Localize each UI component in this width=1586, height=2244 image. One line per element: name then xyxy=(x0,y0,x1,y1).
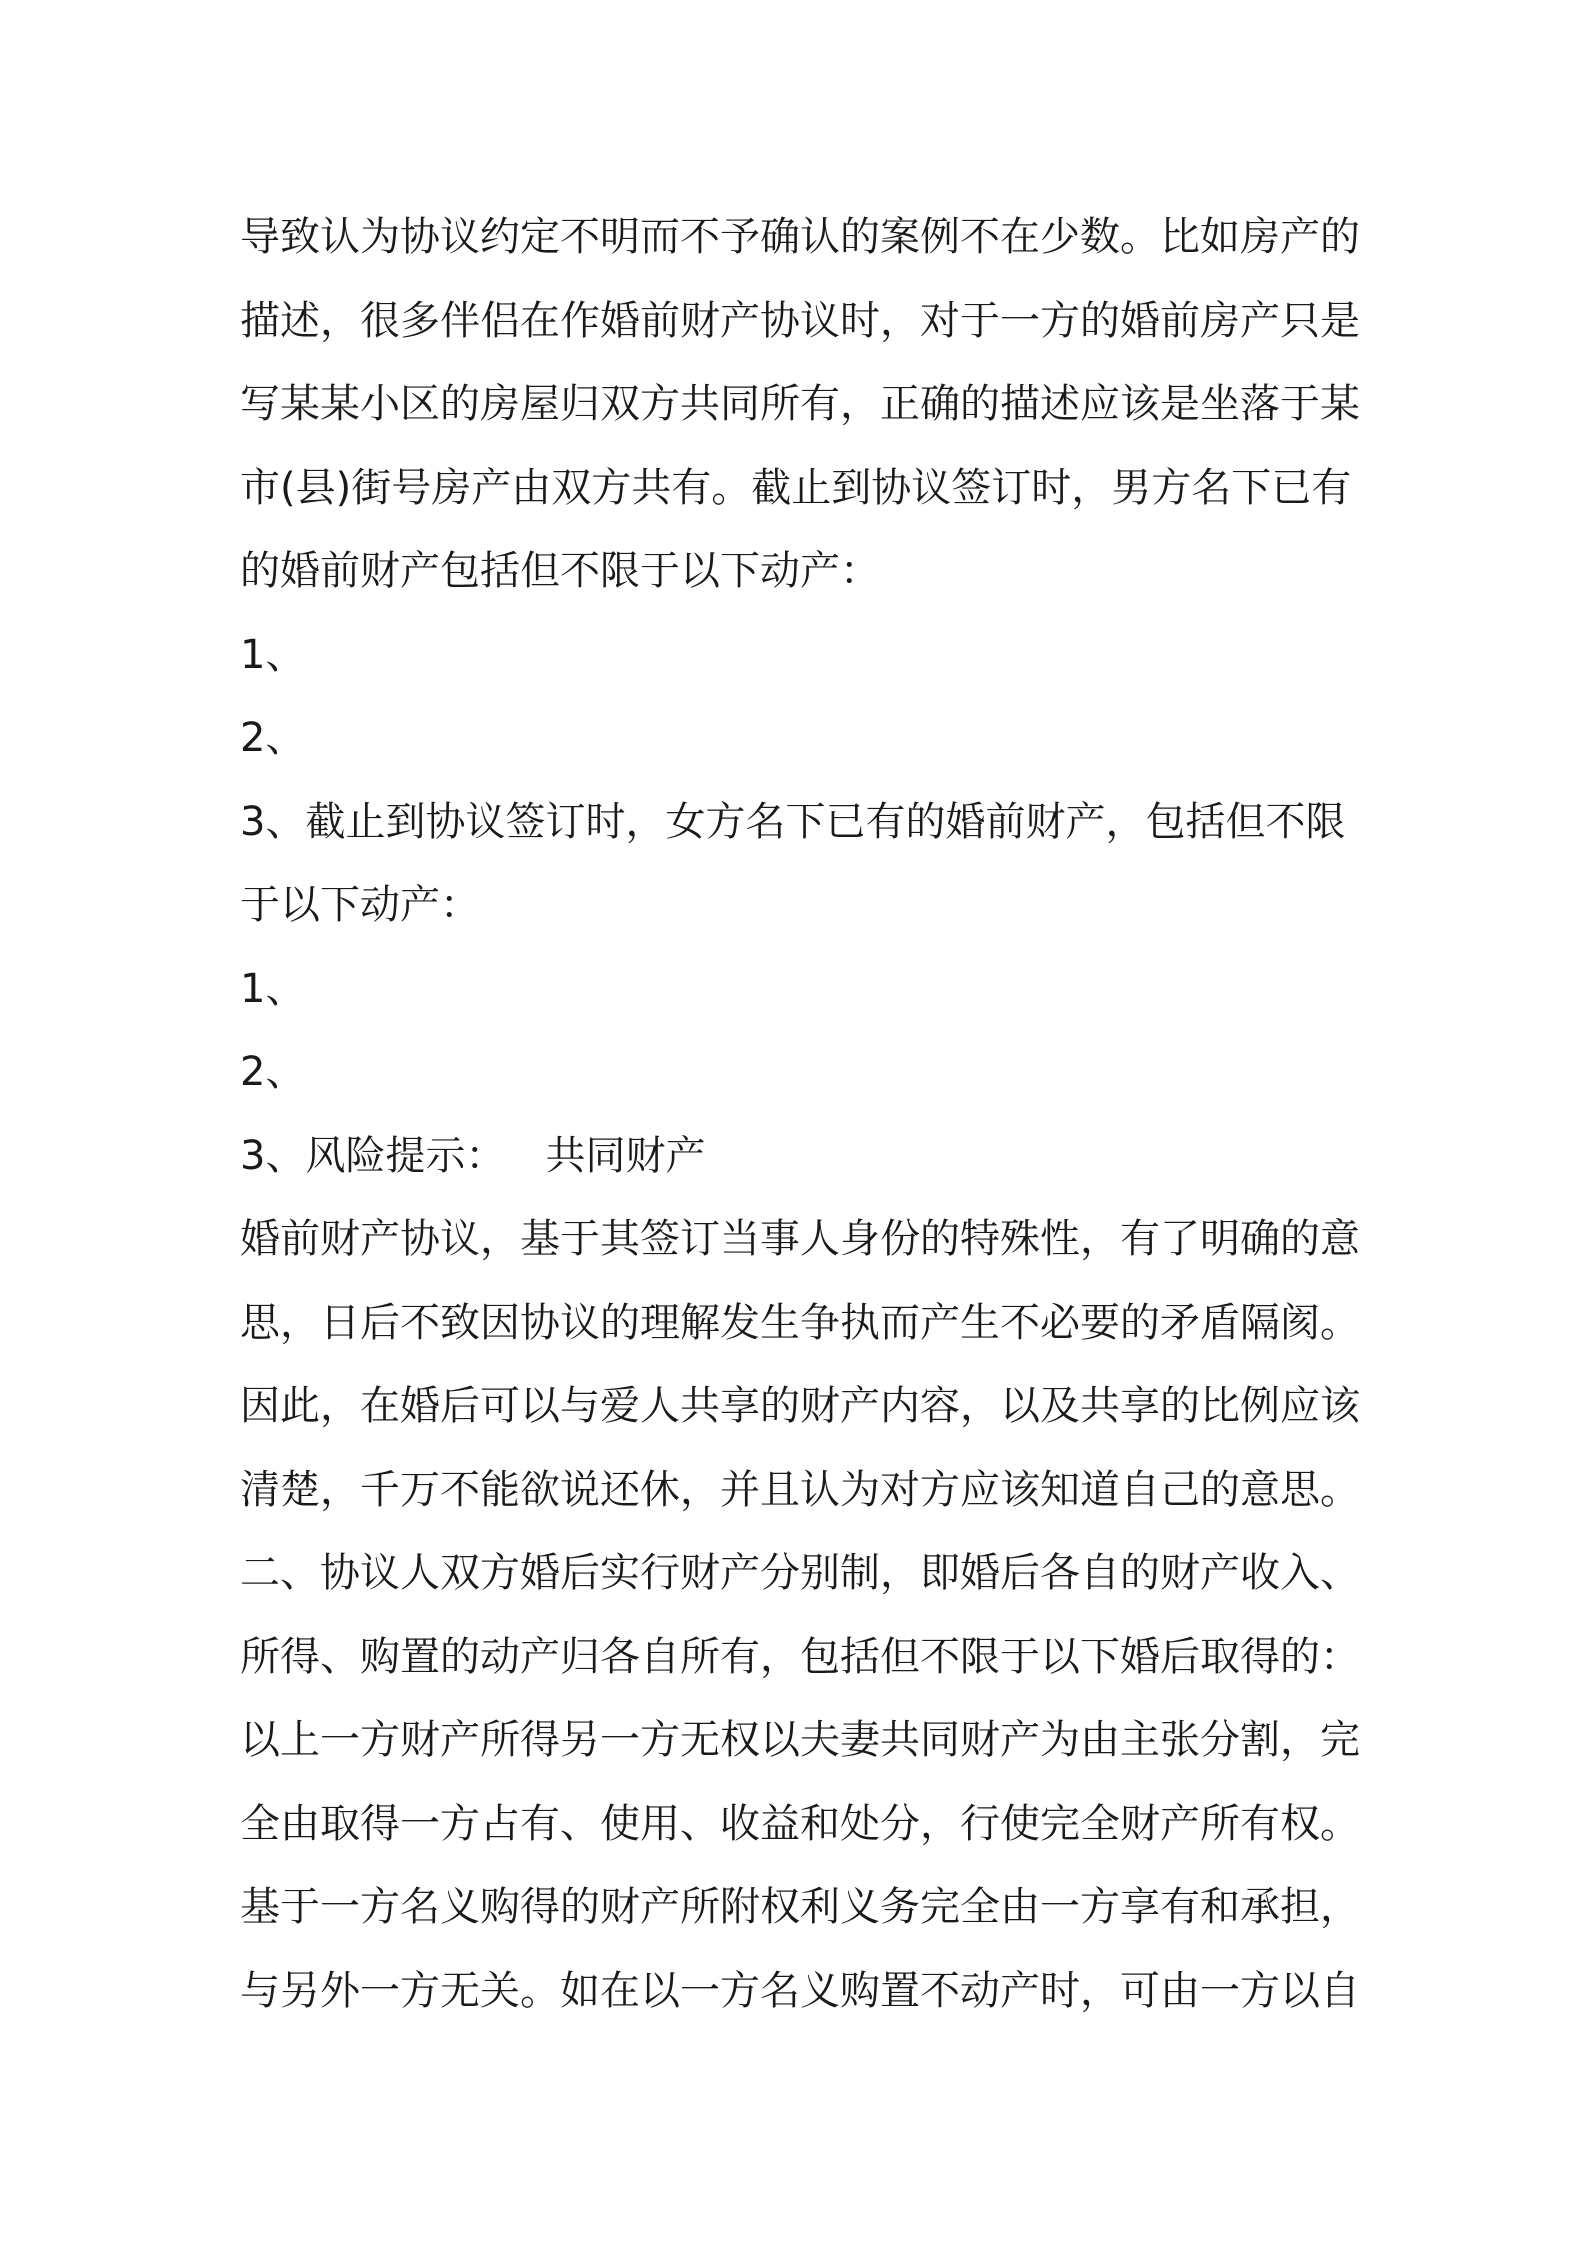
text-line: 婚前财产协议，基于其签订当事人身份的特殊性，有了明确的意 xyxy=(240,1216,1360,1262)
risk-heading-subject: 共同财产 xyxy=(545,1132,706,1179)
text-line: 全由取得一方占有、使用、收益和处分，行使完全财产所有权。 xyxy=(240,1800,1360,1847)
text-line: 基于一方名义购得的财产所附权利义务完全由一方享有和承担， xyxy=(240,1884,1360,1930)
text-line: 写某某小区的房屋归双方共同所有，正确的描述应该是坐落于某 xyxy=(240,381,1360,427)
text-line: 描述，很多伴侣在作婚前财产协议时，对于一方的婚前房产只是 xyxy=(240,297,1360,344)
text-line: 于以下动产： xyxy=(240,882,480,928)
list-item: 1、 xyxy=(240,965,306,1012)
text-line: 导致认为协议约定不明而不予确认的案例不在少数。比如房产的 xyxy=(240,214,1360,260)
text-line: 3、截止到协议签订时，女方名下已有的婚前财产，包括但不限 xyxy=(240,798,1346,845)
risk-heading-line xyxy=(240,1115,1356,1199)
list-item: 1、 xyxy=(240,631,306,678)
text-line: 与另外一方无关。如在以一方名义购置不动产时，可由一方以自 xyxy=(240,1967,1360,2014)
list-item: 2、 xyxy=(240,715,306,761)
text-line: 思，日后不致因协议的理解发生争执而产生不必要的矛盾隔阂。 xyxy=(240,1299,1360,1346)
text-line: 以上一方财产所得另一方无权以夫妻共同财产为由主张分割，完 xyxy=(240,1717,1360,1763)
text-line: 因此，在婚后可以与爱人共享的财产内容，以及共享的比例应该 xyxy=(240,1383,1360,1429)
text-line: 清楚，千万不能欲说还休，并且认为对方应该知道自己的意思。 xyxy=(240,1466,1360,1513)
text-line: 的婚前财产包括但不限于以下动产： xyxy=(240,548,880,594)
section-heading-line: 二、协议人双方婚后实行财产分别制，即婚后各自的财产收入、 xyxy=(240,1550,1360,1596)
list-item: 2、 xyxy=(240,1049,306,1095)
document-body xyxy=(240,196,1360,2033)
text-line: 所得、购置的动产归各自所有，包括但不限于以下婚后取得的： xyxy=(240,1633,1360,1680)
risk-heading: 3、风险提示： xyxy=(240,1132,506,1179)
text-line: 市(县)街号房产由双方共有。截止到协议签订时，男方名下已有 xyxy=(240,464,1352,511)
